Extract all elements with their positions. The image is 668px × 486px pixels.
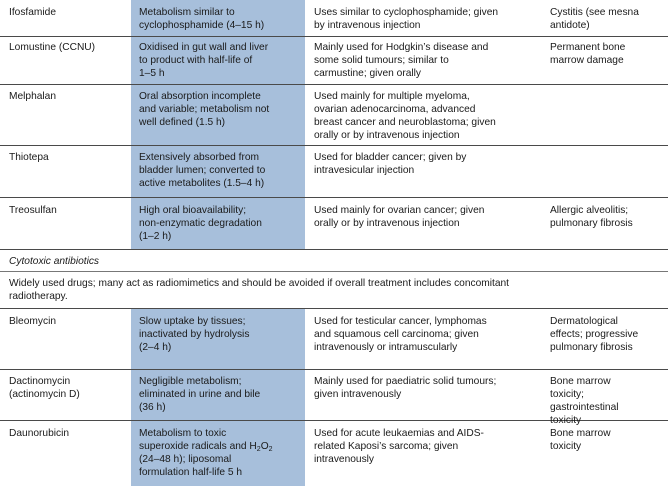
pharmacokinetics-cell: Oral absorption incomplete and variable; metabolism not well defined (1.5 h) [139,91,270,128]
section-title: Cytotoxic antibiotics [9,256,100,267]
drug-name: Ifosfamide [9,7,56,18]
uses-cell: Used for bladder cancer; given by intravesicular injection [314,152,467,176]
drug-name: Bleomycin [9,316,56,327]
section-note: Widely used drugs; many act as radiomimetics and should be avoided if overall treatment includes concomitant radiotherapy. [9,278,510,302]
pharmacokinetics-cell: Extensively absorbed from bladder lumen; converted to active metabolites (1.5–4 h) [139,152,266,189]
adverse-effects-cell: Dermatological effects; progressive pulmonary fibrosis [550,316,639,353]
uses-cell: Mainly used for Hodgkin’s disease and some solid tumours; similar to carmustine; given orally [314,42,489,79]
drug-name: Thiotepa [9,152,49,163]
uses-cell: Used mainly for ovarian cancer; given orally or by intravenous injection [314,205,485,229]
uses-cell: Used for acute leukaemias and AIDS- related Kaposi’s sarcoma; given intravenously [314,428,484,465]
uses-cell: Used mainly for multiple myeloma, ovarian adenocarcinoma, advanced breast cancer and neuroblastoma; given orally or by intravenous injection [314,91,496,141]
drug-name: Lomustine (CCNU) [9,42,96,53]
adverse-effects-cell: Permanent bone marrow damage [550,42,626,66]
drug-name: Daunorubicin [9,428,70,439]
pharmacokinetics-cell: Metabolism to toxic superoxide radicals and $H_2O_2$ (24–48 h); liposomal formulation half-life 5 h [139,428,273,478]
row-divider [0,145,668,146]
uses-cell: Mainly used for paediatric solid tumours; given intravenously [314,376,497,400]
row-divider [0,271,668,272]
row-divider [0,84,668,85]
pharmacokinetics-cell: Negligible metabolism; eliminated in urine and bile (36 h) [139,376,261,413]
drug-name: Dactinomycin (actinomycin D) [9,376,80,400]
pharmacokinetics-cell: Oxidised in gut wall and liver to product with half-life of 1–5 h [139,42,269,79]
row-divider [0,369,668,370]
adverse-effects-cell: Allergic alveolitis; pulmonary fibrosis [550,205,633,229]
adverse-effects-cell: Bone marrow toxicity; gastrointestinal toxicity [550,376,619,426]
uses-cell: Uses similar to cyclophosphamide; given by intravenous injection [314,7,499,31]
row-divider [0,197,668,198]
pharmacokinetics-cell: Slow uptake by tissues; inactivated by hydrolysis (2–4 h) [139,316,250,353]
adverse-effects-cell: Bone marrow toxicity [550,428,611,452]
row-divider [0,249,668,250]
row-divider [0,308,668,309]
uses-cell: Used for testicular cancer, lymphomas and squamous cell carcinoma; given intravenously or intramuscularly [314,316,487,353]
row-divider [0,36,668,37]
drug-name: Melphalan [9,91,57,102]
pharmacokinetics-cell: Metabolism similar to cyclophosphamide (4–15 h) [139,7,265,31]
pharmacokinetics-cell: High oral bioavailability; non-enzymatic degradation (1–2 h) [139,205,262,242]
drug-name: Treosulfan [9,205,57,216]
adverse-effects-cell: Cystitis (see mesna antidote) [550,7,639,31]
